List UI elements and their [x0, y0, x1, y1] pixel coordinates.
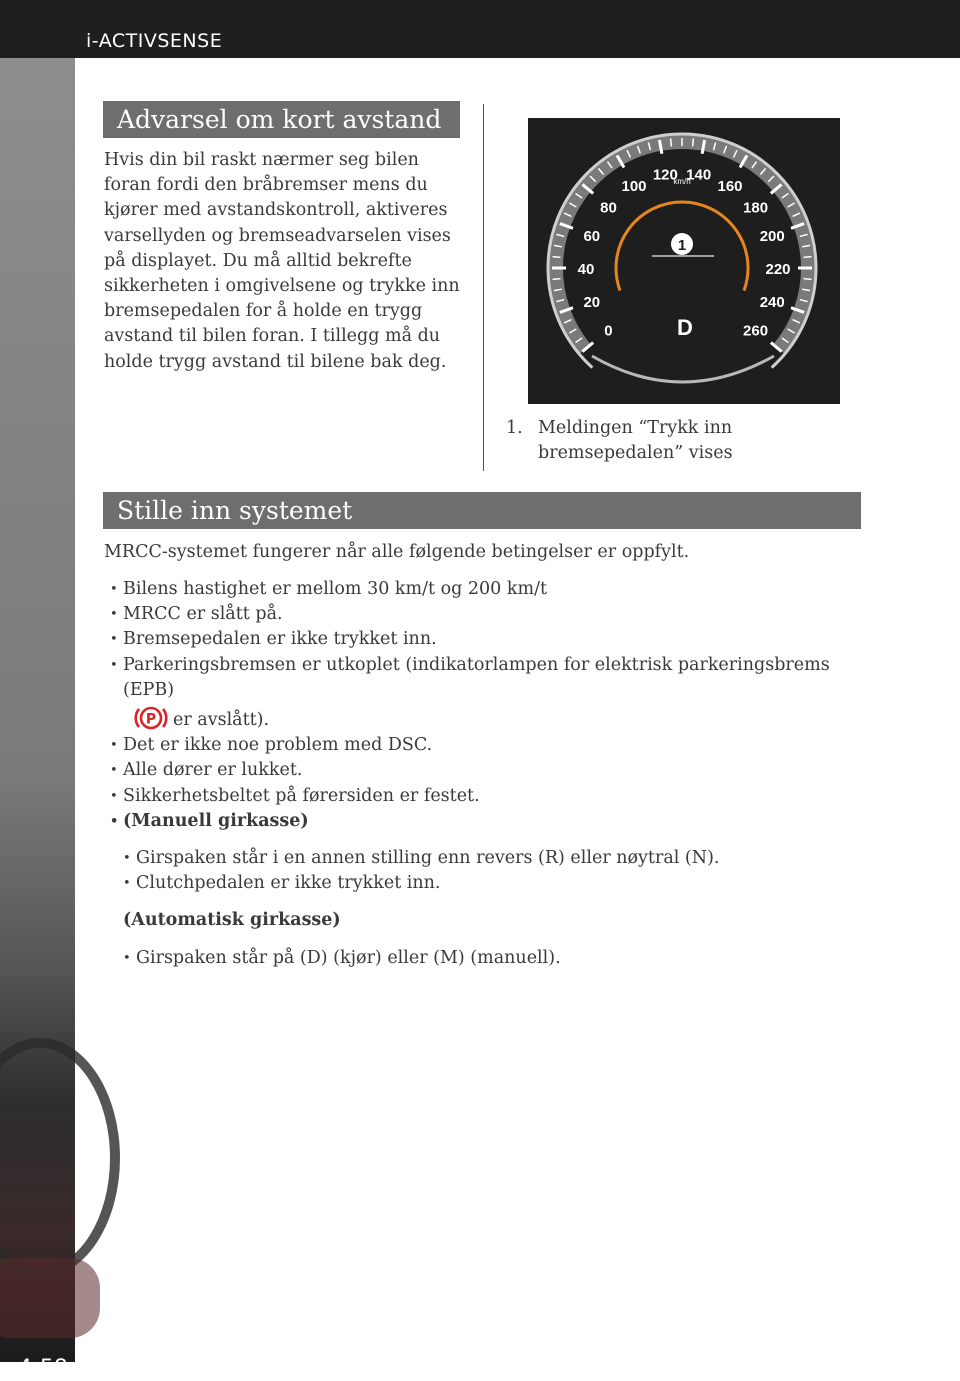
svg-text:P: P [145, 711, 157, 728]
speed-label: 160 [717, 177, 743, 195]
callout-number: 1 [677, 237, 687, 254]
sub-list-item: • Girspaken står på (D) (kjør) eller (M) (manuell). [123, 946, 870, 971]
steering-wheel-shape [0, 1038, 120, 1278]
speed-label: 120 [652, 166, 678, 184]
section-title: i-ACTIVSENSE [86, 30, 223, 52]
minor-tick [804, 257, 812, 258]
list-item-manual: • (Manuell girkasse) [110, 809, 870, 834]
page-number: 4-58 [18, 1356, 68, 1381]
sub-list-item: • Clutchpedalen er ikke trykket inn. [123, 871, 870, 896]
setup-heading: Stille inn systemet [103, 492, 861, 529]
header-bar [0, 0, 960, 58]
automatic-label: (Automatisk girkasse) [123, 910, 341, 931]
speedometer-figure [528, 118, 840, 404]
speed-label: 0 [604, 322, 613, 340]
minor-tick [552, 279, 560, 280]
speed-label: 60 [583, 228, 601, 246]
conditions-list [110, 577, 870, 971]
list-item: • Parkeringsbremsen er utkoplet (indikatorlampen for elektrisk parkeringsbrems (EPB) [110, 653, 870, 703]
minor-tick [671, 138, 672, 146]
minor-tick [552, 257, 560, 258]
speed-label: 260 [743, 322, 769, 340]
caption-text: Meldingen “Trykk inn bremsepedalen” vises [538, 418, 733, 464]
speedometer-svg [528, 118, 840, 404]
sidebar-photo [0, 58, 75, 1381]
list-item-text: er avslått). [173, 710, 270, 731]
speed-label: 240 [759, 293, 785, 311]
setup-intro: MRCC-systemet fungerer når alle følgende betingelser er oppfylt. [104, 542, 690, 562]
list-item: • Bilens hastighet er mellom 30 km/t og 200 km/t [110, 577, 870, 602]
speed-label: 140 [686, 166, 712, 184]
seat-shape [0, 1258, 100, 1338]
list-item: • Bremsepedalen er ikke trykket inn. [110, 627, 870, 652]
sub-list-item: • Girspaken står i en annen stilling enn revers (R) eller nøytral (N). [123, 846, 870, 871]
column-divider [483, 104, 484, 471]
warning-heading: Advarsel om kort avstand [103, 101, 460, 138]
list-item: • MRCC er slått på. [110, 602, 870, 627]
speed-label: 40 [577, 261, 595, 278]
speed-label: 220 [765, 261, 791, 278]
speed-label: 80 [600, 199, 617, 217]
list-item: • Sikkerhetsbeltet på førersiden er festet. [110, 784, 870, 809]
speed-label: 20 [583, 293, 601, 311]
gear-indicator: D [677, 315, 693, 340]
list-item: • Det er ikke noe problem med DSC. [110, 733, 870, 758]
gauge-bottom-arc [592, 356, 774, 382]
list-item: • Alle dører er lukket. [110, 758, 870, 783]
parking-brake-icon [133, 703, 169, 733]
warning-body: Hvis din bil raskt nærmer seg bilen foran fordi den bråbremser mens du kjører med avstandskontroll, aktiveres varsellyden og bremseadvarselen vises på displayet. Du må alltid bekrefte sikkerheten i omgivelsene og trykke inn bremsepedalen for å holde en trygg avstand til bilen foran. I tillegg må du holde trygg avstand til bilene bak deg. [104, 150, 460, 372]
minor-tick [804, 279, 812, 280]
speed-label: 100 [621, 177, 647, 195]
speed-label: 200 [759, 228, 785, 246]
minor-tick [693, 138, 694, 146]
speed-label: 180 [743, 199, 769, 217]
caption-number: 1. [506, 418, 523, 438]
unit-label: km/h [673, 177, 691, 186]
list-item-continuation [110, 703, 870, 733]
